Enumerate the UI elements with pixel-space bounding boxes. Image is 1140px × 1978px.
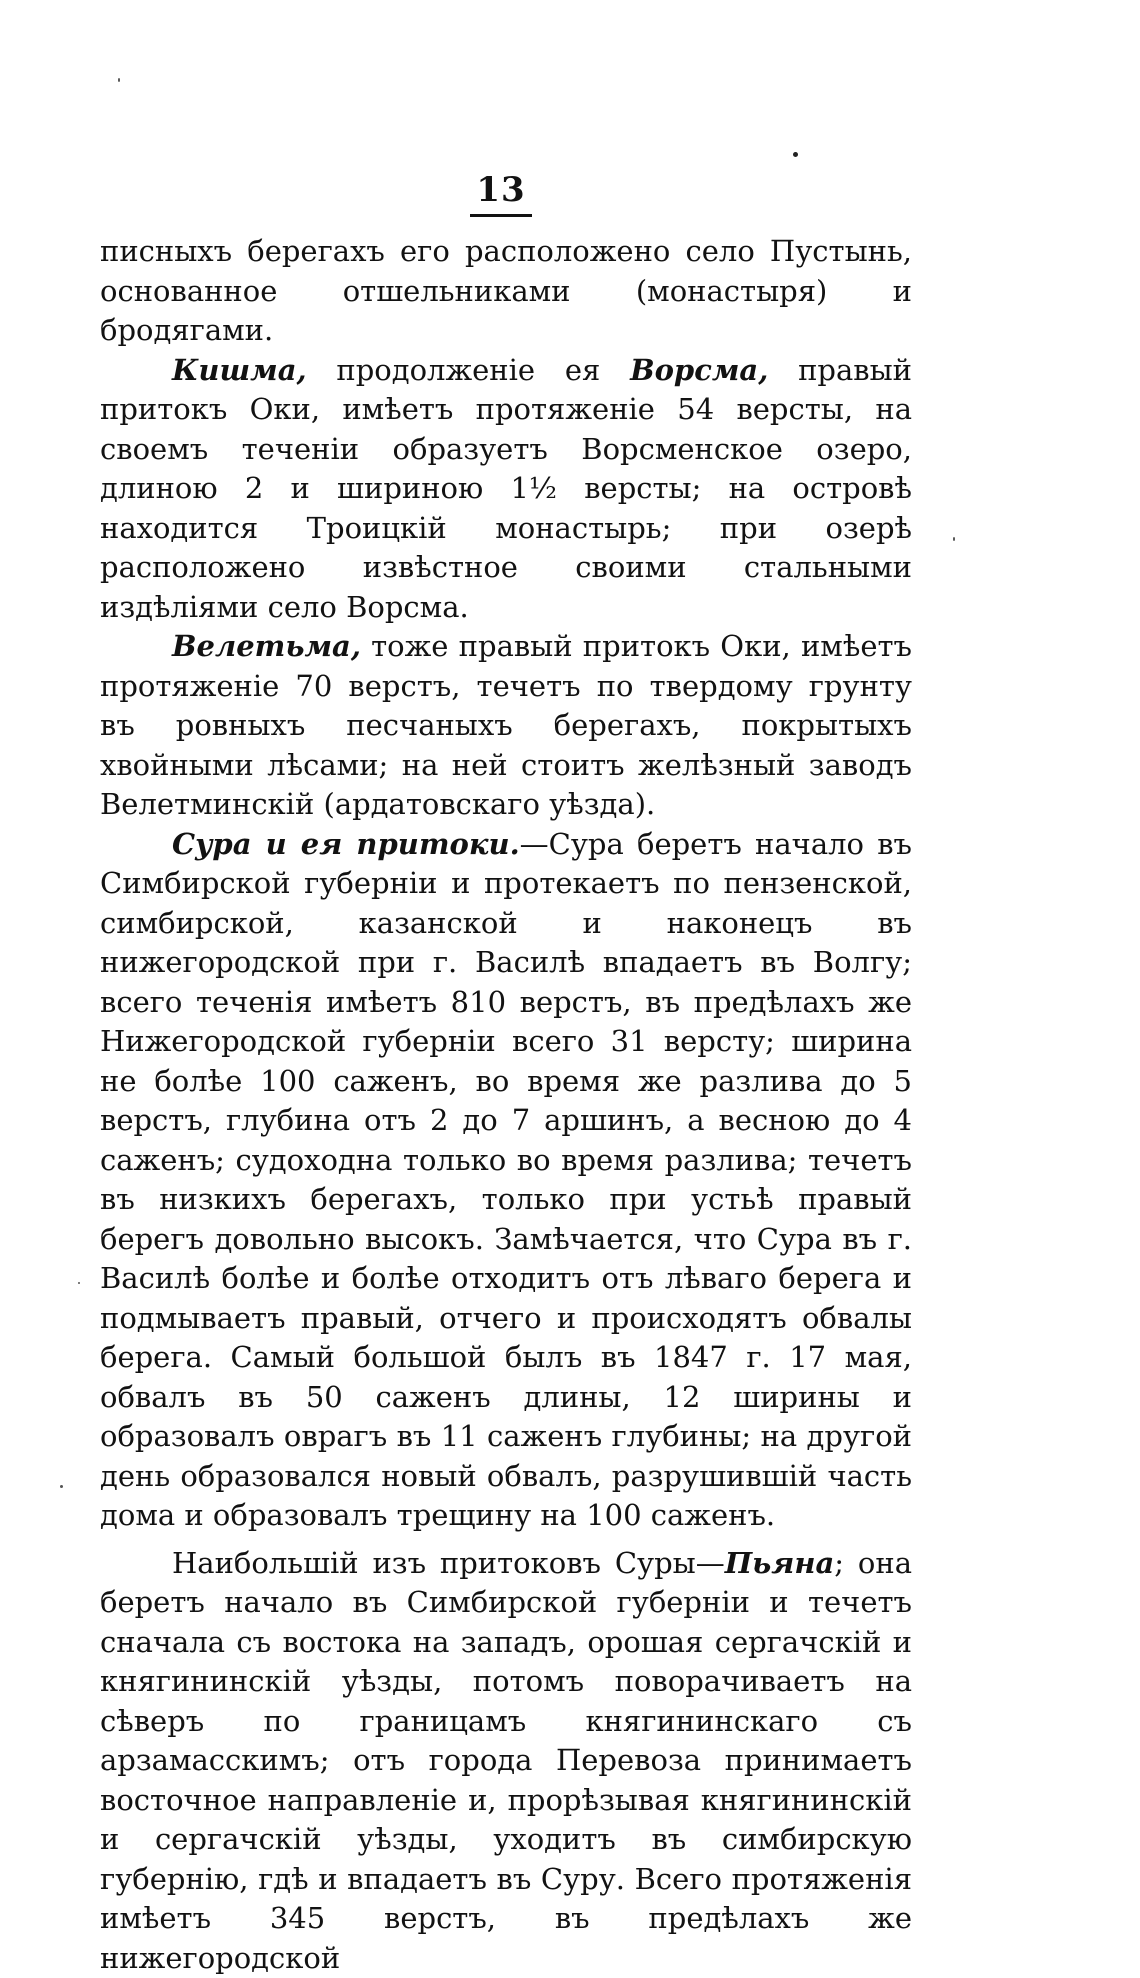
paragraph-text: —Сура беретъ начало въ Симбирской губерніи и протекаетъ по пензенской, симбирской, казанской и наконецъ въ нижегородской при г. Василѣ впадаетъ въ Волгу; всего теченія имѣетъ 810 верстъ, въ предѣлахъ же Нижегородской губерніи всего 31 версту; ширина не болѣе 100 саженъ, во время же разлива до 5 верстъ, глубина отъ 2 до 7 аршинъ, а весною до 4 саженъ; судоходна только во время разлива; течетъ въ низкихъ берегахъ, только при устьѣ правый берегъ довольно высокъ. Замѣчается, что Сура въ г. Василѣ болѣе и болѣе отходитъ отъ лѣваго берега и подмываетъ правый, отчего и происходятъ обвалы берега. Самый большой былъ въ 1847 г. 17 мая, обвалъ въ 50 саженъ длины, 12 ширины и образовалъ оврагъ въ 11 саженъ глубины; на другой день образовался новый обвалъ, разрушившій часть дома и образовалъ трещину на 100 саженъ. (100, 827, 912, 1533)
section-heading-sura: Сура и ея притоки. (172, 827, 520, 861)
body-text (100, 232, 912, 1978)
paragraph-gap (100, 1536, 912, 1544)
paragraph-text: продолженіе ея (307, 353, 630, 387)
paragraph-text: ; она беретъ начало въ Симбирской губерніи и течетъ сначала съ востока на западъ, орошая сергачскій и княгининскій уѣзды, потомъ поворачиваетъ на сѣверъ по границамъ княгининскаго съ арзамасскимъ; отъ города Перевоза принимаетъ восточное направленіе и, прорѣзывая княгининскій и сергачскій уѣзды, уходитъ въ симбирскую губернію, гдѣ и впадаетъ въ Суру. Всего протяженія имѣетъ 345 верстъ, въ предѣлахъ же нижегородской (100, 1546, 912, 1975)
paragraph-text: писныхъ берегахъ его расположено село Пустынь, основанное отшельниками (монастыря) и бродягами. (100, 234, 912, 347)
river-name-pyana: Пьяна (725, 1546, 835, 1580)
paragraph-text: Наибольшій изъ притоковъ Суры— (172, 1546, 725, 1580)
paragraph-text: тоже правый притокъ Оки, имѣетъ протяженіе 70 верстъ, течетъ по твердому грунту въ ровныхъ песчаныхъ берегахъ, покрытыхъ хвойными лѣсами; на ней стоитъ желѣзный заводъ Велетминскій (ардатовскаго уѣзда). (100, 629, 912, 821)
paragraph-pyana (100, 1544, 912, 1978)
paragraph-veletma (100, 627, 912, 825)
river-name-kishma: Кишма, (172, 353, 307, 387)
paragraph-continuation (100, 232, 912, 351)
paper-speck (118, 78, 120, 82)
paper-speck (78, 1282, 80, 1284)
paragraph-kishma (100, 351, 912, 628)
river-name-vorsma: Ворсма, (630, 353, 768, 387)
page-number: 13 (470, 170, 532, 217)
paragraph-text: правый притокъ Оки, имѣетъ протяженіе 54 версты, на своемъ теченіи образуетъ Ворсменское озеро, длиною 2 и шириною 1½ версты; на островѣ находится Троицкій монастырь; при озерѣ расположено извѣстное своими стальными издѣліями село Ворсма. (100, 353, 912, 624)
river-name-veletma: Велетьма, (172, 629, 361, 663)
paragraph-sura (100, 825, 912, 1536)
paper-speck (793, 152, 798, 157)
paper-speck (60, 1485, 63, 1488)
paper-speck (953, 537, 955, 541)
